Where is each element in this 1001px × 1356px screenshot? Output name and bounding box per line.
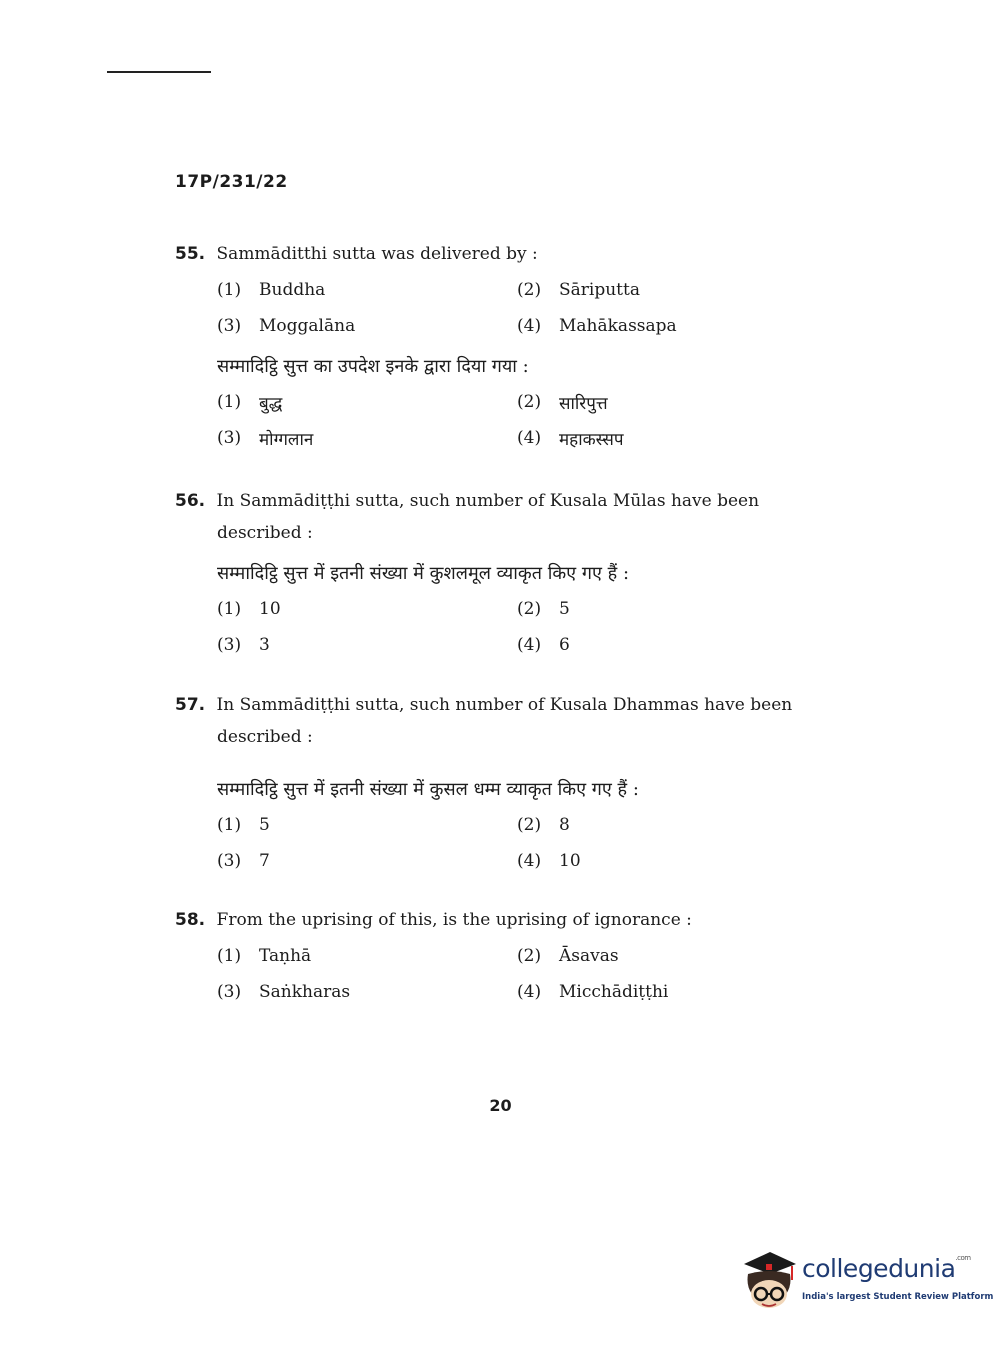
question-number: 56.	[175, 491, 206, 511]
option-2: (2) Āsavas	[517, 946, 619, 966]
question-stem	[175, 904, 815, 936]
options	[175, 938, 815, 1010]
question-text-en: In Sammādiṭṭhi sutta, such number of Kusala Mūlas have been	[216, 491, 760, 511]
option-1-hi: (1) बुद्ध	[217, 392, 283, 414]
option-3: (3) Saṅkharas	[217, 982, 351, 1002]
question-stem	[175, 689, 815, 721]
question-text-en: From the uprising of this, is the uprising of ignorance :	[216, 910, 692, 930]
paper-code: 17P/231/22	[175, 172, 288, 192]
collegedunia-logo	[740, 1250, 994, 1320]
question-number: 57.	[175, 695, 206, 715]
question-text-hi: सम्मादिट्ठि सुत्त का उपदेश इनके द्वारा दिया गया :	[217, 356, 529, 377]
options	[175, 807, 815, 879]
option-3: (3) 7	[217, 851, 270, 871]
mascot-icon	[740, 1250, 798, 1312]
option-1: (1) Taṇhā	[217, 946, 312, 966]
question-stem	[175, 485, 815, 517]
question-55	[175, 238, 815, 456]
option-4-hi: (4) महाकस्सप	[517, 428, 624, 450]
options-hi	[175, 384, 815, 456]
option-4: (4) Mahākassapa	[517, 316, 677, 336]
option-2-hi: (2) सारिपुत्त	[517, 392, 608, 414]
option-4: (4) 6	[517, 635, 570, 655]
question-56	[175, 485, 815, 663]
option-3: (3) 3	[217, 635, 270, 655]
option-4: (4) Micchādiṭṭhi	[517, 982, 669, 1002]
top-rule	[107, 71, 211, 73]
page-number: 20	[489, 1096, 512, 1115]
question-text-hi: सम्मादिट्ठि सुत्त में इतनी संख्या में कुशलमूल व्याकृत किए गए हैं :	[217, 563, 630, 584]
question-text-en-cont: described :	[217, 727, 313, 747]
question-text-en-cont: described :	[217, 523, 313, 543]
options	[175, 591, 815, 663]
brand-name: collegedunia$^{.com}$	[802, 1254, 971, 1283]
option-1: (1) 5	[217, 815, 270, 835]
option-2: (2) 8	[517, 815, 570, 835]
option-2: (2) 5	[517, 599, 570, 619]
question-number: 55.	[175, 244, 206, 264]
option-2: (2) Sāriputta	[517, 280, 640, 300]
option-1: (1) 10	[217, 599, 281, 619]
option-4: (4) 10	[517, 851, 581, 871]
brand-tagline: India's largest Student Review Platform	[802, 1292, 994, 1302]
question-text-hi: सम्मादिट्ठि सुत्त में इतनी संख्या में कुसल धम्म व्याकृत किए गए हैं :	[217, 779, 639, 800]
option-3: (3) Moggalāna	[217, 316, 356, 336]
option-1: (1) Buddha	[217, 280, 326, 300]
question-number: 58.	[175, 910, 206, 930]
question-57	[175, 689, 815, 879]
question-58	[175, 904, 815, 1010]
options-en	[175, 272, 815, 344]
question-stem	[175, 238, 815, 270]
question-text-en: In Sammādiṭṭhi sutta, such number of Kusala Dhammas have been	[216, 695, 793, 715]
option-3-hi: (3) मोग्गलान	[217, 428, 314, 450]
question-text-en: Sammāditthi sutta was delivered by :	[216, 244, 538, 264]
